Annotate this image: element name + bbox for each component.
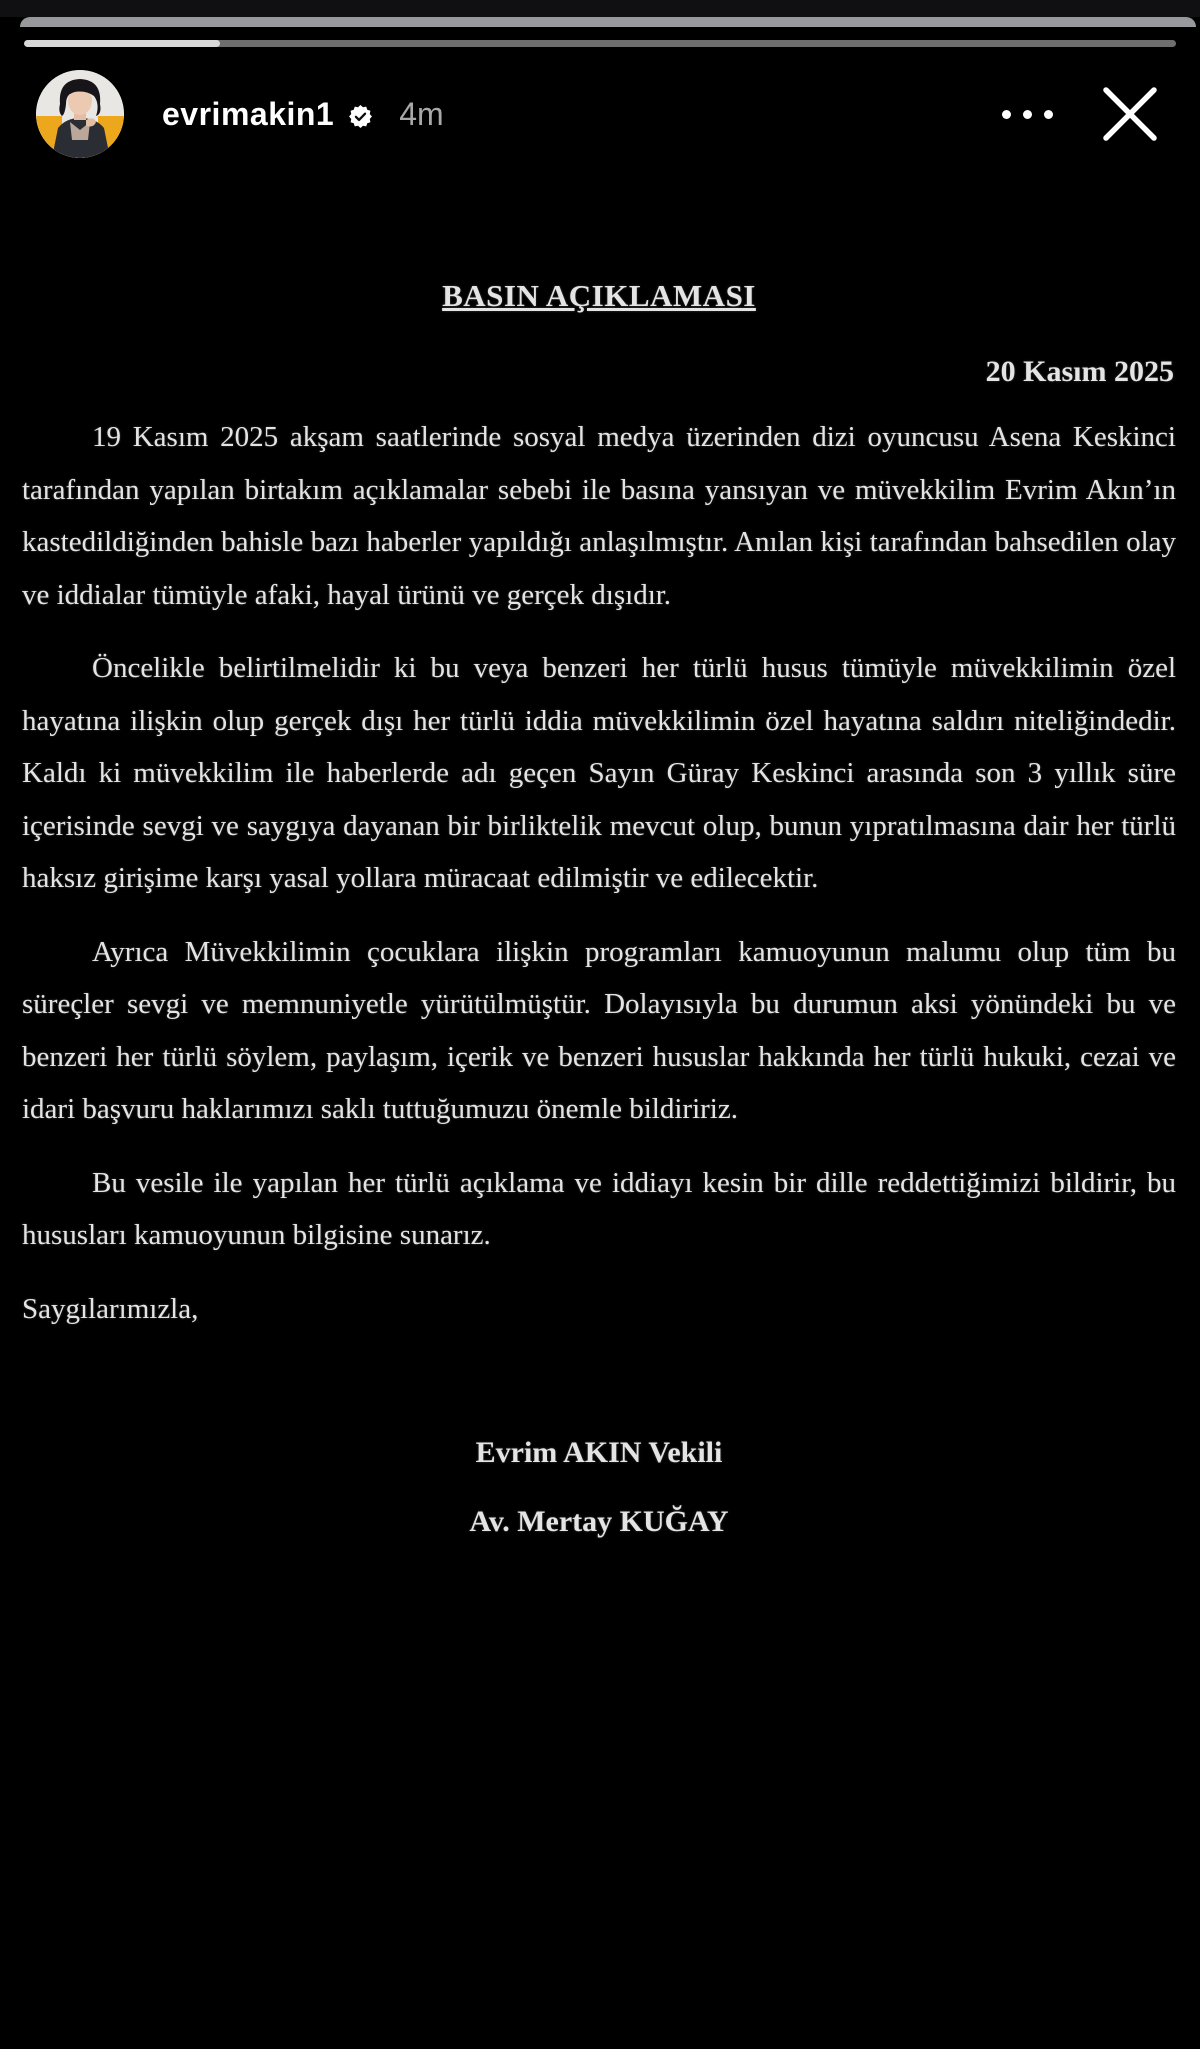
- paragraph-2: Öncelikle belirtilmelidir ki bu veya benzeri her türlü husus tümüyle müvekkilimin özel hayatına ilişkin olup gerçek dışı her türlü iddia müvekkilimin özel hayatına saldırı niteliğindedir. Kaldı ki müvekkilim ile haberlerde adı geçen Sayın Güray Keskinci arasında son 3 yıllık süre içerisinde sevgi ve saygıya dayanan bir birliktelik mevcut olup, bunun yıpratılmasına dair her türlü haksız girişime karşı yasal yollara müracaat edilmiştir ve edilecektir.: [22, 652, 1176, 894]
- more-options-button[interactable]: [992, 89, 1062, 139]
- username[interactable]: evrimakin1: [162, 95, 335, 132]
- signature-block: [22, 1427, 1176, 1548]
- close-button[interactable]: [1090, 74, 1170, 154]
- paragraph-3: Ayrıca Müvekkilimin çocuklara ilişkin programları kamuoyunun malumu olup tüm bu süreçler sevgi ve memnuniyetle yürütülmüştür. Dolayısıyla bu durumun aksi yönündeki bu ve benzeri her türlü söylem, paylaşım, içerik ve benzeri hususlar hakkında her türlü hukuki, cezai ve idari başvuru haklarımızı saklı tuttuğumuzu önemle bildiririz.: [22, 935, 1176, 1125]
- close-icon: [1098, 82, 1162, 146]
- document-title: BASIN AÇIKLAMASI: [442, 278, 756, 313]
- avatar-image: [36, 70, 124, 158]
- story-header: [36, 68, 1170, 160]
- user-line: [162, 96, 444, 133]
- story-timestamp: 4m: [399, 95, 444, 132]
- signature-name: Av. Mertay KUĞAY: [469, 1504, 729, 1538]
- closing-salutation: Saygılarımızla,: [22, 1292, 199, 1325]
- story-progress-fill: [24, 40, 220, 47]
- document-date: 20 Kasım 2025: [985, 355, 1174, 388]
- story-card-top-edge: [20, 17, 1196, 27]
- signature-role: Evrim AKIN Vekili: [475, 1436, 723, 1469]
- story-progress-bar: [24, 40, 1176, 47]
- three-dots-icon: [1002, 110, 1011, 119]
- verified-badge-icon: [348, 104, 373, 129]
- top-ambient-strip: [0, 0, 1200, 17]
- paragraph-1: 19 Kasım 2025 akşam saatlerinde sosyal medya üzerinden dizi oyuncusu Asena Keskinci tarafından yapılan birtakım açıklamalar sebebi ile basına yansıyan ve müvekkilim Evrim Akın’ın kastedildiğinden bahisle bazı haberler yapıldığı anlaşılmıştır. Anılan kişi tarafından bahsedilen olay ve iddialar tümüyle afaki, hayal ürünü ve gerçek dışıdır.: [22, 421, 1176, 611]
- press-release-document: [22, 278, 1176, 1548]
- avatar[interactable]: [36, 70, 124, 158]
- paragraph-4: Bu vesile ile yapılan her türlü açıklama ve iddiayı kesin bir dille reddettiğimizi bildirir, bu hususları kamuoyunun bilgisine sunarız.: [22, 1166, 1176, 1251]
